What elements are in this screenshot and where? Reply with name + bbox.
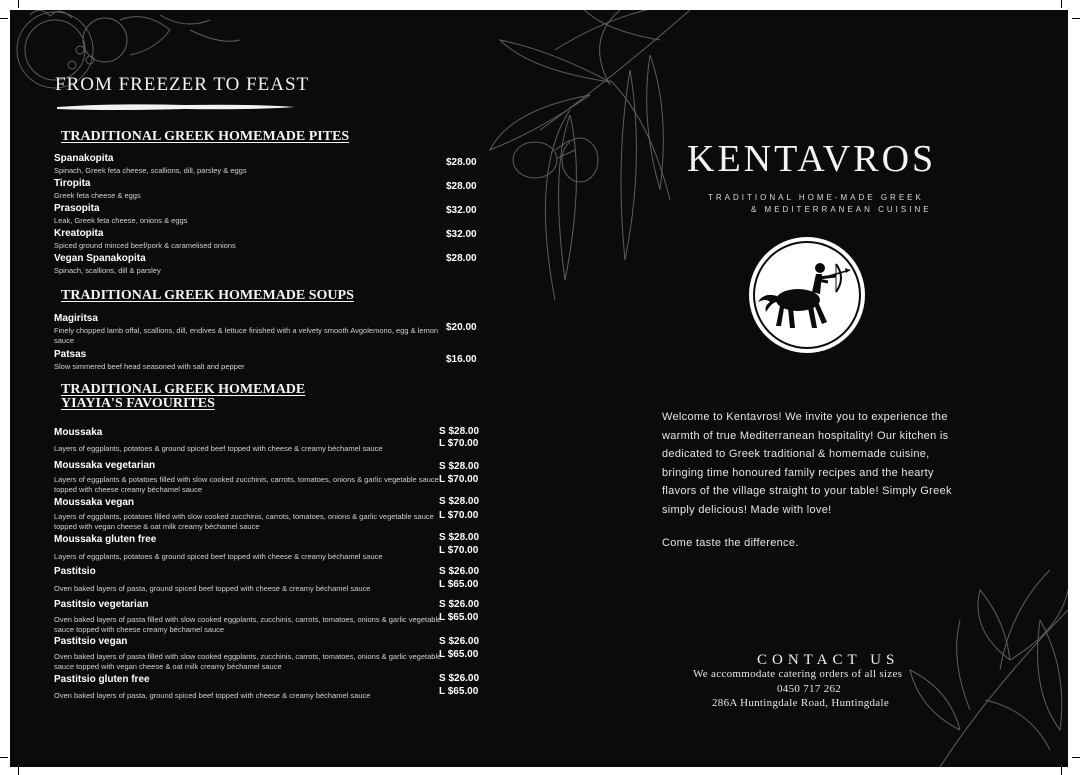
menu-item-desc: Finely chopped lamb offal, scallions, dill, endives & lettuce finished with a velvety smooth Avgolemono, egg & lemon sauce	[54, 326, 439, 345]
menu-item-name: Moussaka vegan	[54, 497, 135, 508]
crop-mark	[18, 0, 19, 8]
menu-item-price: $16.00	[446, 354, 477, 365]
menu-item-price-small: S $28.00	[439, 461, 480, 472]
menu-item-price: $20.00	[446, 322, 477, 333]
section-title-yiayia-line2: YIAYIA'S FAVOURITES	[61, 396, 215, 411]
menu-item-name: Patsas	[54, 349, 87, 360]
contact-catering: We accommodate catering orders of all sizes	[693, 668, 903, 680]
contact-title: CONTACT US	[757, 652, 900, 668]
menu-item-name: Magiritsa	[54, 313, 98, 324]
section-title-pites: TRADITIONAL GREEK HOMEMADE PITES	[61, 129, 350, 144]
come-taste-text: Come taste the difference.	[662, 537, 799, 549]
menu-item-price-large: L $70.00	[439, 474, 479, 485]
menu-item-price-small: S $28.00	[439, 496, 480, 507]
menu-item-price-large: L $65.00	[439, 612, 479, 623]
menu-item-price-small: S $26.00	[439, 599, 480, 610]
menu-item-desc: Oven baked layers of pasta filled with slow cooked eggplants, zucchinis, carrots, tomatoes, onions & garlic vegetable sauce topped with cheese creamy béchamel sauce	[54, 615, 442, 634]
section-title-yiayia-line1: TRADITIONAL GREEK HOMEMADE	[61, 382, 306, 397]
menu-item-desc: Spinach, Greek feta cheese, scallions, dill, parsley & eggs	[54, 166, 247, 175]
centaur-archer-icon	[746, 234, 868, 356]
menu-item-name: Pastitsio	[54, 566, 96, 577]
menu-item-name: Spanakopita	[54, 153, 114, 164]
menu-item-name: Tiropita	[54, 178, 91, 189]
menu-item-name: Vegan Spanakopita	[54, 253, 146, 264]
menu-item-desc: Oven baked layers of pasta, ground spiced beef topped with cheese & creamy béchamel sauce	[54, 691, 371, 700]
menu-item-desc: Layers of eggplants, potatoes & ground spiced beef topped with cheese & creamy béchamel sauce	[54, 444, 383, 453]
menu-item-price-large: L $70.00	[439, 438, 479, 449]
menu-item-desc: Spiced ground minced beef/pork & caramelised onions	[54, 241, 236, 250]
menu-item-name: Prasopita	[54, 203, 100, 214]
brand-name: KENTAVROS	[687, 138, 937, 180]
menu-item-desc: Layers of eggplants, potatoes filled with slow cooked zucchinis, carrots, tomatoes, onions & garlic vegetable sauce topped with vegan cheese & oat milk creamy béchamel sauce	[54, 512, 434, 531]
menu-item-name: Moussaka	[54, 427, 103, 438]
menu-item-desc: Slow simmered beef head seasoned with salt and pepper	[54, 362, 245, 371]
menu-item-price-large: L $65.00	[439, 649, 479, 660]
menu-item-desc: Oven baked layers of pasta filled with slow cooked eggplants, zucchinis, carrots, tomatoes, onions & garlic vegetable sauce topped with vegan cheese & oat milk creamy béchamel sauce	[54, 652, 442, 671]
tagline-line2: & MEDITERRANEAN CUISINE	[751, 205, 932, 214]
contact-phone: 0450 717 262	[777, 683, 842, 695]
crop-mark	[1061, 0, 1062, 8]
menu-item-price-small: S $26.00	[439, 636, 480, 647]
menu-item-desc: Greek feta cheese & eggs	[54, 191, 141, 200]
menu-item-price: $28.00	[446, 157, 477, 168]
menu-item-price: $28.00	[446, 253, 477, 264]
crop-mark	[1061, 767, 1062, 775]
crop-mark	[1072, 757, 1080, 758]
menu-item-price: $32.00	[446, 229, 477, 240]
menu-item-desc: Layers of eggplants & potatoes filled with slow cooked zucchinis, carrots, tomatoes, onions & garlic vegetable sauce topped with cheese creamy béchamel sauce	[54, 475, 439, 494]
crop-mark	[18, 767, 19, 775]
menu-item-price-small: S $28.00	[439, 426, 480, 437]
olive-branch-top	[490, 10, 690, 300]
menu-item-name: Pastitsio gluten free	[54, 674, 150, 685]
tagline-line1: TRADITIONAL HOME-MADE GREEK	[708, 193, 924, 202]
menu-item-price-large: L $65.00	[439, 579, 479, 590]
menu-item-desc: Leak, Greek feta cheese, onions & eggs	[54, 216, 188, 225]
olive-branch-bottom	[910, 570, 1068, 767]
crop-mark	[0, 757, 8, 758]
menu-item-price-small: S $26.00	[439, 566, 480, 577]
menu-item-price-large: L $70.00	[439, 545, 479, 556]
menu-item-name: Pastitsio vegetarian	[54, 599, 149, 610]
menu-item-price-large: L $65.00	[439, 686, 479, 697]
menu-item-price: $32.00	[446, 205, 477, 216]
menu-item-desc: Spinach, scallions, dill & parsley	[54, 266, 161, 275]
menu-item-price: $28.00	[446, 181, 477, 192]
menu-sheet	[10, 10, 1068, 767]
menu-item-desc: Layers of eggplants, potatoes & ground spiced beef topped with cheese & creamy béchamel sauce	[54, 552, 383, 561]
menu-item-desc: Oven baked layers of pasta, ground spiced beef topped with cheese & creamy béchamel sauce	[54, 584, 371, 593]
menu-item-name: Kreatopita	[54, 228, 104, 239]
menu-item-price-small: S $28.00	[439, 532, 480, 543]
crop-mark	[1072, 18, 1080, 19]
welcome-text: Welcome to Kentavros! We invite you to experience the warmth of true Mediterranean hospitality! Our kitchen is dedicated to Greek traditional & homemade cuisine, bringing time honoured family recipes and the hearty flavors of the village straight to your table! Simply Greek simply delicious! Made with love!	[662, 411, 952, 516]
menu-item-name: Moussaka vegetarian	[54, 460, 156, 471]
menu-item-price-small: S $26.00	[439, 673, 480, 684]
page-title: FROM FREEZER TO FEAST	[55, 74, 310, 95]
menu-item-name: Pastitsio vegan	[54, 636, 128, 647]
section-title-soups: TRADITIONAL GREEK HOMEMADE SOUPS	[61, 288, 354, 303]
crop-mark	[0, 18, 8, 19]
menu-item-name: Moussaka gluten free	[54, 534, 157, 545]
brush-underline	[55, 102, 300, 112]
menu-item-price-large: L $70.00	[439, 510, 479, 521]
contact-address: 286A Huntingdale Road, Huntingdale	[712, 697, 890, 709]
